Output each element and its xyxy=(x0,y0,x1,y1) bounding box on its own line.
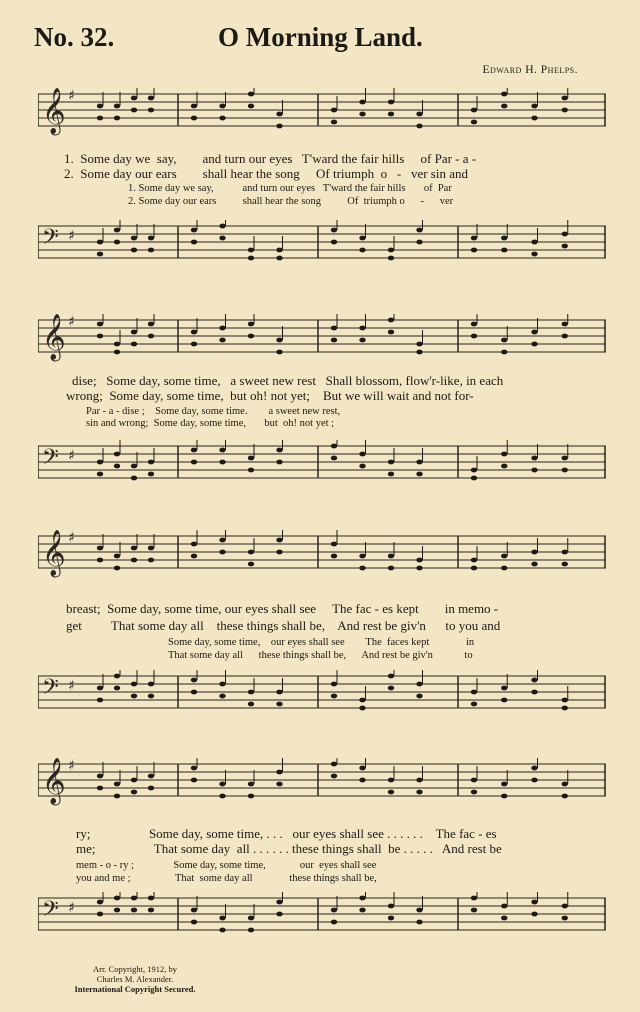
lyric-line: mem - o - ry ; Some day, some time, our eyes shall see xyxy=(76,860,377,871)
svg-text:𝄢: 𝄢 xyxy=(42,445,59,475)
treble-staff xyxy=(38,314,606,374)
svg-text:♯: ♯ xyxy=(68,758,75,774)
svg-text:𝄞: 𝄞 xyxy=(42,758,66,804)
lyric-line: Par - a - dise ; Some day, some time. a sweet new rest, xyxy=(86,406,341,417)
bass-staff xyxy=(38,220,606,280)
treble-staff xyxy=(38,88,606,148)
svg-text:♯: ♯ xyxy=(68,314,75,330)
lyric-line: 1. Some day we say, and turn our eyes T'ward the fair hills of Par xyxy=(128,183,452,194)
copyright-line: Charles M. Alexander. xyxy=(96,974,174,984)
treble-staff xyxy=(38,758,606,818)
copyright-line: Arr. Copyright, 1912, by xyxy=(92,964,178,974)
svg-text:♯: ♯ xyxy=(68,530,75,546)
svg-text:♯: ♯ xyxy=(68,448,75,464)
lyric-line: 2. Some day our ears shall hear the song Of triumph o - ver xyxy=(128,196,454,207)
lyric-line: dise; Some day, some time, a sweet new rest Shall blossom, flow'r-like, in each xyxy=(72,373,504,388)
svg-text:𝄢: 𝄢 xyxy=(42,225,59,255)
svg-text:♯: ♯ xyxy=(68,678,75,694)
svg-text:𝄢: 𝄢 xyxy=(42,897,59,927)
svg-text:𝄞: 𝄞 xyxy=(42,314,66,360)
svg-text:♯: ♯ xyxy=(68,228,75,244)
lyric-line: 1. Some day we say, and turn our eyes T'ward the fair hills of Par - a - xyxy=(64,151,477,166)
bass-staff xyxy=(38,440,606,500)
svg-text:𝄢: 𝄢 xyxy=(42,675,59,705)
treble-staff xyxy=(38,530,606,590)
copyright-line: International Copyright Secured. xyxy=(74,984,196,994)
lyric-line: me; That some day all . . . . . . these things shall be . . . . . And rest be xyxy=(76,841,502,856)
lyric-line: breast; Some day, some time, our eyes shall see The fac - es kept in memo - xyxy=(66,601,499,616)
lyric-line: That some day all these things shall be, And rest be giv'n to xyxy=(168,650,473,661)
lyric-line: get That some day all these things shall be, And rest be giv'n to you and xyxy=(66,618,501,633)
lyric-line: ry; Some day, some time, . . . our eyes shall see . . . . . . The fac - es xyxy=(76,826,497,841)
svg-text:♯: ♯ xyxy=(68,88,75,104)
hymn-author: Edward H. Phelps. xyxy=(482,64,578,76)
copyright-notice xyxy=(50,964,220,994)
svg-text:𝄞: 𝄞 xyxy=(42,530,66,576)
svg-text:𝄞: 𝄞 xyxy=(42,88,66,134)
svg-text:♯: ♯ xyxy=(68,900,75,916)
lyric-line: 2. Some day our ears shall hear the song Of triumph o - ver sin and xyxy=(64,166,469,181)
lyric-line: you and me ; That some day all these things shall be, xyxy=(76,873,377,884)
lyric-line: wrong; Some day, some time, but oh! not yet; But we will wait and not for- xyxy=(66,388,474,403)
lyric-line: Some day, some time, our eyes shall see The faces kept in xyxy=(168,637,475,648)
hymn-title: O Morning Land. xyxy=(218,22,423,52)
hymn-number: No. 32. xyxy=(34,22,115,52)
bass-staff xyxy=(38,892,606,952)
lyric-line: sin and wrong; Some day, some time, but oh! not yet ; xyxy=(86,418,335,429)
bass-staff xyxy=(38,670,606,730)
